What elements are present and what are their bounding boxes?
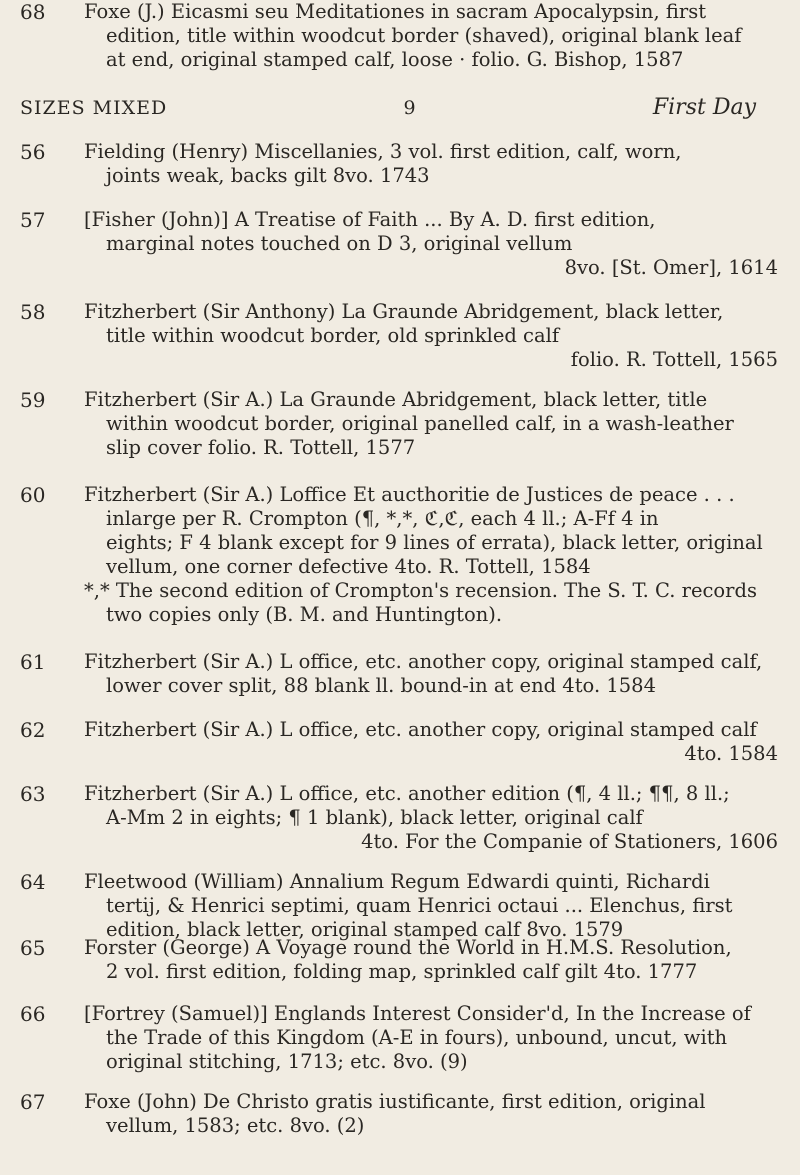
lot-description: [84, 1002, 778, 1074]
lot-number: 61: [20, 650, 46, 674]
description-line: A-Mm 2 in eights; ¶ 1 blank), black letter, original calf: [106, 806, 643, 829]
description-line: marginal notes touched on D 3, original vellum: [106, 232, 573, 255]
description-line: Fitzherbert (Sir A.) L office, etc. another copy, original stamped calf,: [84, 650, 763, 673]
lot-description: [84, 1090, 778, 1138]
description-line: 4to. For the Companie of Stationers, 1606: [361, 830, 778, 853]
lot-description: [84, 300, 778, 372]
description-line: Fitzherbert (Sir A.) Loffice Et aucthoritie de Justices de peace . . .: [84, 483, 735, 506]
lot-note-line: two copies only (B. M. and Huntington).: [106, 603, 503, 626]
description-line: the Trade of this Kingdom (A-E in fours), unbound, uncut, with: [106, 1026, 728, 1049]
description-line: joints weak, backs gilt 8vo. 1743: [106, 164, 430, 187]
description-line: at end, original stamped calf, loose · folio. G. Bishop, 1587: [106, 48, 684, 71]
lot-description: [84, 650, 778, 698]
lot-description: [84, 936, 778, 984]
description-line: Fielding (Henry) Miscellanies, 3 vol. first edition, calf, worn,: [84, 140, 682, 163]
description-line: slip cover folio. R. Tottell, 1577: [106, 436, 416, 459]
lot-number: 66: [20, 1002, 46, 1026]
lot-number: 62: [20, 718, 46, 742]
lot-description: [84, 782, 778, 854]
lot-description: [84, 483, 778, 627]
description-line: Foxe (John) De Christo gratis iustificante, first edition, original: [84, 1090, 706, 1113]
description-line: vellum, 1583; etc. 8vo. (2): [106, 1114, 365, 1137]
description-line: Fitzherbert (Sir Anthony) La Graunde Abridgement, black letter,: [84, 300, 724, 323]
description-line: original stitching, 1713; etc. 8vo. (9): [106, 1050, 468, 1073]
description-line: [Fisher (John)] A Treatise of Faith ... By A. D. first edition,: [84, 208, 656, 231]
header-sale-day: First Day: [652, 95, 756, 120]
lot-number: 56: [20, 140, 46, 164]
lot-description: [84, 140, 778, 188]
description-line: 8vo. [St. Omer], 1614: [564, 256, 778, 279]
description-line: Foxe (J.) Eicasmi seu Meditationes in sacram Apocalypsin, first: [84, 0, 707, 23]
description-line: Fitzherbert (Sir A.) L office, etc. another edition (¶, 4 ll.; ¶¶, 8 ll.;: [84, 782, 730, 805]
lot-number: 67: [20, 1090, 46, 1114]
lot-number: 63: [20, 782, 46, 806]
lot-description: [84, 0, 778, 72]
description-line: [Fortrey (Samuel)] Englands Interest Consider'd, In the Increase of: [84, 1002, 751, 1025]
description-line: Fleetwood (William) Annalium Regum Edwardi quinti, Richardi: [84, 870, 710, 893]
description-line: folio. R. Tottell, 1565: [570, 348, 778, 371]
description-line: 2 vol. first edition, folding map, sprinkled calf gilt 4to. 1777: [106, 960, 698, 983]
description-line: Fitzherbert (Sir A.) L office, etc. another copy, original stamped calf: [84, 718, 757, 741]
lot-number: 60: [20, 483, 46, 507]
description-line: 4to. 1584: [684, 742, 778, 765]
lot-number: 57: [20, 208, 46, 232]
description-line: vellum, one corner defective 4to. R. Tottell, 1584: [106, 555, 591, 578]
description-line: lower cover split, 88 blank ll. bound-in at end 4to. 1584: [106, 674, 656, 697]
description-line: edition, title within woodcut border (shaved), original blank leaf: [106, 24, 742, 47]
description-line: title within woodcut border, old sprinkled calf: [106, 324, 560, 347]
lot-description: [84, 208, 778, 280]
lot-description: [84, 388, 778, 460]
description-line: edition, black letter, original stamped calf 8vo. 1579: [106, 918, 624, 941]
description-line: Fitzherbert (Sir A.) La Graunde Abridgement, black letter, title: [84, 388, 708, 411]
lot-number: 58: [20, 300, 46, 324]
description-line: Forster (George) A Voyage round the World in H.M.S. Resolution,: [84, 936, 732, 959]
lot-number: 68: [20, 0, 46, 24]
lot-note-line: *,* The second edition of Crompton's recension. The S. T. C. records: [84, 579, 757, 602]
description-line: within woodcut border, original panelled calf, in a wash-leather: [106, 412, 734, 435]
lot-number: 59: [20, 388, 46, 412]
header-section: SIZES MIXED: [20, 97, 168, 119]
description-line: inlarge per R. Crompton (¶, *,*, ℭ,ℭ, each 4 ll.; A-Ff 4 in: [106, 507, 659, 530]
description-line: eights; F 4 blank except for 9 lines of errata), black letter, original: [106, 531, 763, 554]
page-header: [20, 95, 756, 120]
lot-number: 65: [20, 936, 46, 960]
lot-description: [84, 718, 778, 766]
page-number: 9: [403, 97, 417, 119]
lot-description: [84, 870, 778, 942]
description-line: tertij, & Henrici septimi, quam Henrici octaui ... Elenchus, first: [106, 894, 733, 917]
lot-number: 64: [20, 870, 46, 894]
